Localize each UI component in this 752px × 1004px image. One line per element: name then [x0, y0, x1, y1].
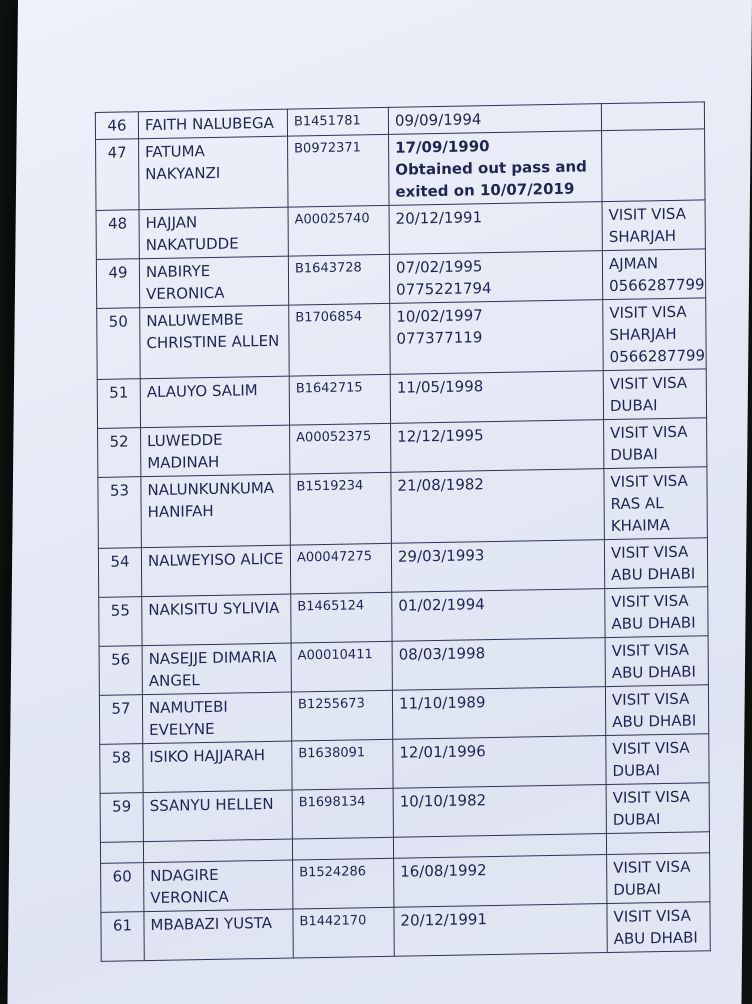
table-row — [98, 467, 708, 549]
passport-number: B1642715 — [289, 374, 390, 425]
destination: VISIT VISA DUBAI — [606, 734, 709, 785]
row-number: 58 — [100, 744, 143, 794]
person-name: ALAUYO SALIM — [140, 376, 289, 428]
row-number: 60 — [101, 863, 144, 913]
document-page — [95, 101, 711, 962]
empty-cell — [143, 839, 292, 863]
row-number: 59 — [100, 793, 143, 843]
destination: VISIT VISA RAS AL KHAIMA — [604, 467, 707, 540]
date-of-birth: 20/12/1991 — [394, 904, 607, 957]
row-number: 52 — [98, 428, 141, 478]
person-name: NALWEYISO ALICE — [141, 545, 290, 597]
passport-number: B1524286 — [293, 858, 394, 909]
passport-number: B1451781 — [287, 107, 388, 136]
person-name: LUWEDDE MADINAH — [141, 425, 290, 477]
passport-number: B1442170 — [293, 907, 394, 958]
person-name: NASEJJE DIMARIA ANGEL — [142, 643, 291, 695]
destination — [601, 102, 704, 131]
date-of-birth: 07/02/1995 — [395, 257, 483, 277]
row-number: 54 — [98, 548, 141, 598]
date-of-birth: 21/08/1982 — [391, 469, 605, 544]
registry-table — [95, 101, 711, 962]
passport-number: B1638091 — [292, 739, 393, 790]
destination: VISIT VISA SHARJAH — [602, 200, 705, 251]
destination: VISIT VISA ABU DHABI — [605, 587, 708, 638]
destination: VISIT VISA SHARJAH 0566287799 — [603, 298, 706, 371]
phone-number: 0775221794 — [396, 279, 492, 299]
row-number: 57 — [99, 695, 142, 745]
date-of-birth: 10/10/1982 — [393, 785, 606, 838]
passport-number: B1465124 — [291, 592, 392, 643]
person-name: NAKISITU SYLIVIA — [142, 594, 291, 646]
table-row — [97, 298, 707, 380]
dob-and-phone-cell — [389, 251, 602, 304]
person-name: NALUWEMBE CHRISTINE ALLEN — [140, 305, 290, 379]
empty-cell — [606, 832, 709, 855]
row-number: 50 — [97, 308, 140, 380]
row-number: 47 — [96, 139, 139, 211]
passport-number: A00047275 — [290, 543, 391, 594]
person-name: ISIKO HAJJARAH — [143, 741, 292, 793]
row-number: 55 — [99, 597, 142, 647]
date-of-birth: 12/12/1995 — [391, 420, 604, 473]
person-name: NALUNKUNKUMA HANIFAH — [141, 474, 291, 548]
table-row — [101, 902, 710, 962]
paper-sheet — [7, 0, 752, 1004]
empty-cell — [292, 837, 393, 860]
person-name: MBABAZI YUSTA — [144, 909, 293, 961]
passport-number: B0972371 — [288, 134, 389, 207]
destination: VISIT VISA ABU DHABI — [607, 902, 710, 953]
destination: VISIT VISA ABU DHABI — [605, 685, 708, 736]
empty-cell — [100, 842, 143, 864]
date-of-birth: 20/12/1991 — [389, 202, 602, 255]
passport-number: B1706854 — [289, 303, 390, 376]
person-name: FAITH NALUBEGA — [138, 109, 287, 139]
date-of-birth: 29/03/1993 — [391, 540, 604, 593]
destination: VISIT VISA DUBAI — [603, 369, 706, 420]
dob-and-phone-cell — [390, 300, 604, 375]
passport-number: B1519234 — [290, 472, 391, 545]
passport-number: A00010411 — [291, 641, 392, 692]
person-name: FATUMA NAKYANZI — [139, 136, 289, 210]
table-row — [96, 129, 706, 211]
person-name: NDAGIRE VERONICA — [144, 860, 293, 912]
row-number: 51 — [97, 379, 140, 429]
destination: VISIT VISA DUBAI — [607, 853, 710, 904]
destination: VISIT VISA ABU DHABI — [605, 636, 708, 687]
destination: VISIT VISA DUBAI — [606, 783, 709, 834]
date-of-birth: 10/02/1997 — [396, 306, 483, 326]
exit-note: Obtained out pass and exited on 10/07/2019 — [395, 157, 587, 201]
person-name: HAJJAN NAKATUDDE — [139, 207, 288, 259]
date-of-birth: 16/08/1992 — [394, 855, 607, 908]
date-of-birth: 17/09/1990 — [395, 137, 490, 157]
passport-number: B1255673 — [291, 690, 392, 741]
person-name: NAMUTEBI EVELYNE — [142, 692, 291, 744]
passport-number: A00052375 — [290, 423, 391, 474]
destination: VISIT VISA DUBAI — [604, 418, 707, 469]
date-of-birth: 01/02/1994 — [392, 589, 605, 642]
row-number: 48 — [96, 210, 139, 260]
person-name: SSANYU HELLEN — [143, 790, 292, 842]
passport-number: A00025740 — [288, 205, 389, 256]
passport-number: B1698134 — [292, 788, 393, 839]
row-number: 46 — [95, 112, 138, 140]
dob-and-note-cell — [389, 131, 603, 206]
row-number: 56 — [99, 646, 142, 696]
phone-number: 077377119 — [396, 328, 483, 348]
destination: VISIT VISA ABU DHABI — [604, 538, 707, 589]
row-number: 53 — [98, 477, 141, 549]
date-of-birth: 11/10/1989 — [392, 687, 605, 740]
row-number: 49 — [96, 259, 139, 309]
person-name: NABIRYE VERONICA — [139, 256, 288, 308]
date-of-birth: 11/05/1998 — [390, 371, 603, 424]
row-number: 61 — [101, 912, 144, 962]
destination — [602, 129, 705, 202]
date-of-birth: 08/03/1998 — [392, 638, 605, 691]
date-of-birth: 09/09/1994 — [388, 104, 601, 135]
passport-number: B1643728 — [288, 254, 389, 305]
destination: AJMAN 0566287799 — [602, 249, 705, 300]
date-of-birth: 12/01/1996 — [393, 736, 606, 789]
